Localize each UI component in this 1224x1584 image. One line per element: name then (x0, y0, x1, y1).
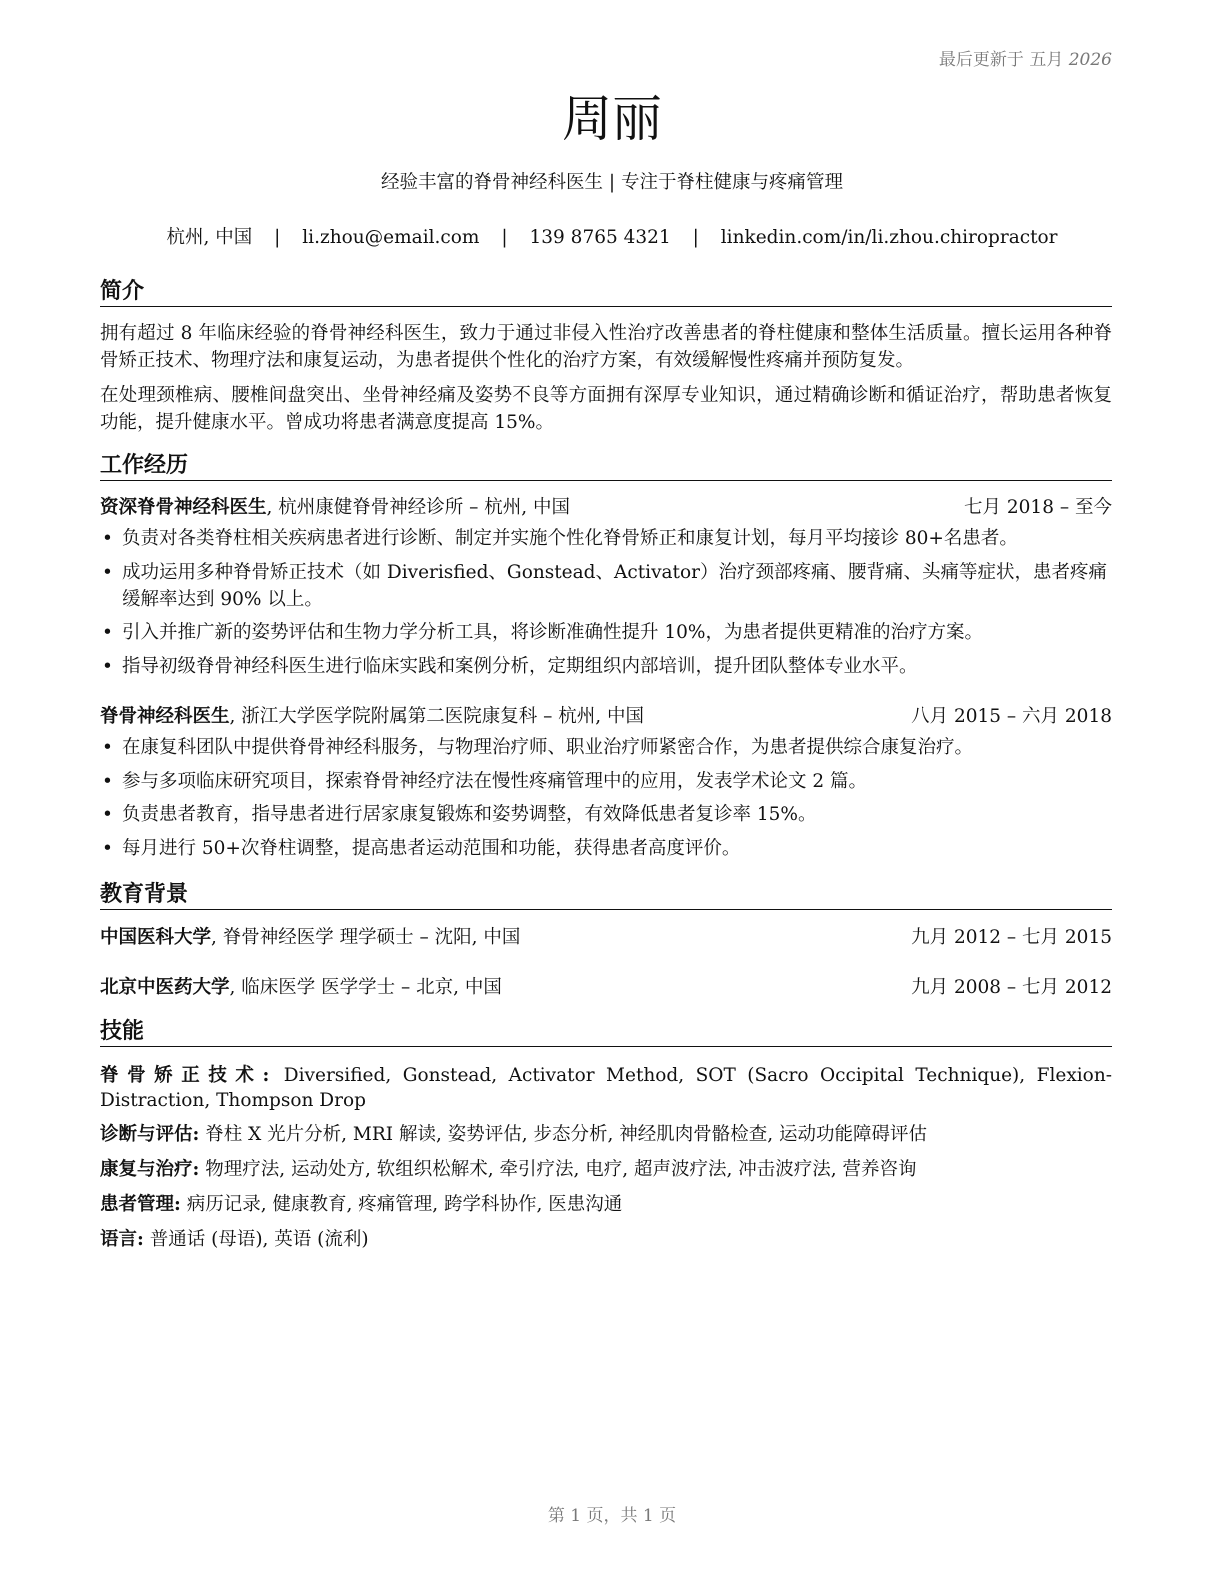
skill-line (100, 1192, 1112, 1217)
degree-detail: , 临床医学 医学学士 – 北京, 中国 (229, 977, 502, 998)
job-title: 资深脊骨神经科医生 (100, 497, 267, 518)
section-heading-education: 教育背景 (100, 881, 1112, 910)
education-dates: 九月 2008 – 七月 2012 (911, 977, 1112, 998)
skill-value: 物理疗法, 运动处方, 软组织松解术, 牵引疗法, 电疗, 超声波疗法, 冲击波疗法, 营养咨询 (199, 1159, 917, 1180)
skill-value: 脊柱 X 光片分析, MRI 解读, 姿势评估, 步态分析, 神经肌肉骨骼检查, 运动功能障碍评估 (199, 1124, 928, 1145)
degree-detail: , 脊骨神经医学 理学硕士 – 沈阳, 中国 (211, 927, 521, 948)
skill-line (100, 1227, 1112, 1252)
skill-label: 诊断与评估: (100, 1124, 200, 1145)
section-heading-skills: 技能 (100, 1018, 1112, 1047)
job-title-line (100, 706, 644, 727)
last-updated-prefix: 最后更新于 五月 (938, 50, 1064, 70)
job-title-line (100, 497, 570, 518)
candidate-name: 周丽 (562, 90, 662, 148)
contact-separator: | (501, 227, 508, 248)
job-dates: 八月 2015 – 六月 2018 (911, 706, 1112, 727)
skill-label: 脊骨矫正技术: (100, 1065, 273, 1086)
skill-value: 病历记录, 健康教育, 疼痛管理, 跨学科协作, 医患沟通 (180, 1194, 623, 1215)
tagline: 经验丰富的脊骨神经科医生 | 专注于脊柱健康与疼痛管理 (381, 172, 843, 193)
last-updated-year: 2026 (1068, 50, 1112, 70)
contact-location: 杭州, 中国 (166, 227, 253, 248)
section-heading-summary: 简介 (100, 278, 1112, 307)
summary-paragraph: 在处理颈椎病、腰椎间盘突出、坐骨神经痛及姿势不良等方面拥有深厚专业知识，通过精确诊断和循证治疗，帮助患者恢复功能，提升健康水平。曾成功将患者满意度提高 15%。 (100, 385, 1112, 433)
list-item: • 引入并推广新的姿势评估和生物力学分析工具，将诊断准确性提升 10%，为患者提供更精准的治疗方案。 (100, 619, 1112, 646)
list-item: • 负责患者教育，指导患者进行居家康复锻炼和姿势调整，有效降低患者复诊率 15%。 (100, 801, 1112, 828)
education-line (100, 977, 502, 998)
list-item: • 在康复科团队中提供脊骨神经科服务，与物理治疗师、职业治疗师紧密合作，为患者提供综合康复治疗。 (100, 734, 1112, 761)
job-bullets (100, 525, 1112, 686)
school-name: 北京中医药大学 (100, 977, 230, 998)
job-dates: 七月 2018 – 至今 (964, 497, 1112, 518)
section-heading-experience: 工作经历 (100, 452, 1112, 481)
contact-separator: | (274, 227, 281, 248)
summary-paragraph: 拥有超过 8 年临床经验的脊骨神经科医生，致力于通过非侵入性治疗改善患者的脊柱健康和整体生活质量。擅长运用各种脊骨矫正技术、物理疗法和康复运动，为患者提供个性化的治疗方案，有效缓解慢性疼痛并预防复发。 (100, 323, 1112, 371)
skill-line (100, 1063, 1112, 1113)
job-title: 脊骨神经科医生 (100, 706, 230, 727)
list-item: • 指导初级脊骨神经科医生进行临床实践和案例分析，定期组织内部培训，提升团队整体专业水平。 (100, 653, 1112, 680)
skill-label: 患者管理: (100, 1194, 181, 1215)
skill-line (100, 1122, 1112, 1147)
contact-separator: | (692, 227, 699, 248)
job-org: , 浙江大学医学院附属第二医院康复科 – 杭州, 中国 (229, 706, 645, 727)
list-item: • 每月进行 50+次脊柱调整，提高患者运动范围和功能，获得患者高度评价。 (100, 835, 1112, 862)
education-item (100, 975, 1112, 1001)
contact-email[interactable]: li.zhou@email.com (302, 227, 480, 248)
list-item: • 负责对各类脊柱相关疾病患者进行诊断、制定并实施个性化脊骨矫正和康复计划，每月平均接诊 80+名患者。 (100, 525, 1112, 552)
list-item: • 成功运用多种脊骨矫正技术（如 Diverisfied、Gonstead、Activator）治疗颈部疼痛、腰背痛、头痛等症状，患者疼痛缓解率达到 90% 以上。 (100, 559, 1112, 613)
job-header (100, 495, 1112, 521)
contact-phone[interactable]: 139 8765 4321 (529, 227, 671, 248)
school-name: 中国医科大学 (100, 927, 212, 948)
job-bullets (100, 734, 1112, 868)
skill-value: Diversified, Gonstead, Activator Method, SOT (Sacro Occipital Technique), Flexion-Distraction, Thompson Drop (100, 1065, 1112, 1111)
job-header (100, 704, 1112, 730)
last-updated (939, 45, 1112, 70)
skill-label: 语言: (100, 1229, 144, 1250)
contact-line (0, 225, 1224, 251)
education-item (100, 925, 1112, 951)
page-number: 第 1 页，共 1 页 (547, 1506, 677, 1526)
job-org: , 杭州康健脊骨神经诊所 – 杭州, 中国 (266, 497, 571, 518)
education-line (100, 927, 520, 948)
skill-label: 康复与治疗: (100, 1159, 200, 1180)
skill-value: 普通话 (母语), 英语 (流利) (143, 1229, 369, 1250)
education-dates: 九月 2012 – 七月 2015 (911, 927, 1112, 948)
contact-linkedin[interactable]: linkedin.com/in/li.zhou.chiropractor (720, 227, 1058, 248)
skill-line (100, 1157, 1112, 1182)
list-item: • 参与多项临床研究项目，探索脊骨神经疗法在慢性疼痛管理中的应用，发表学术论文 2 篇。 (100, 768, 1112, 795)
